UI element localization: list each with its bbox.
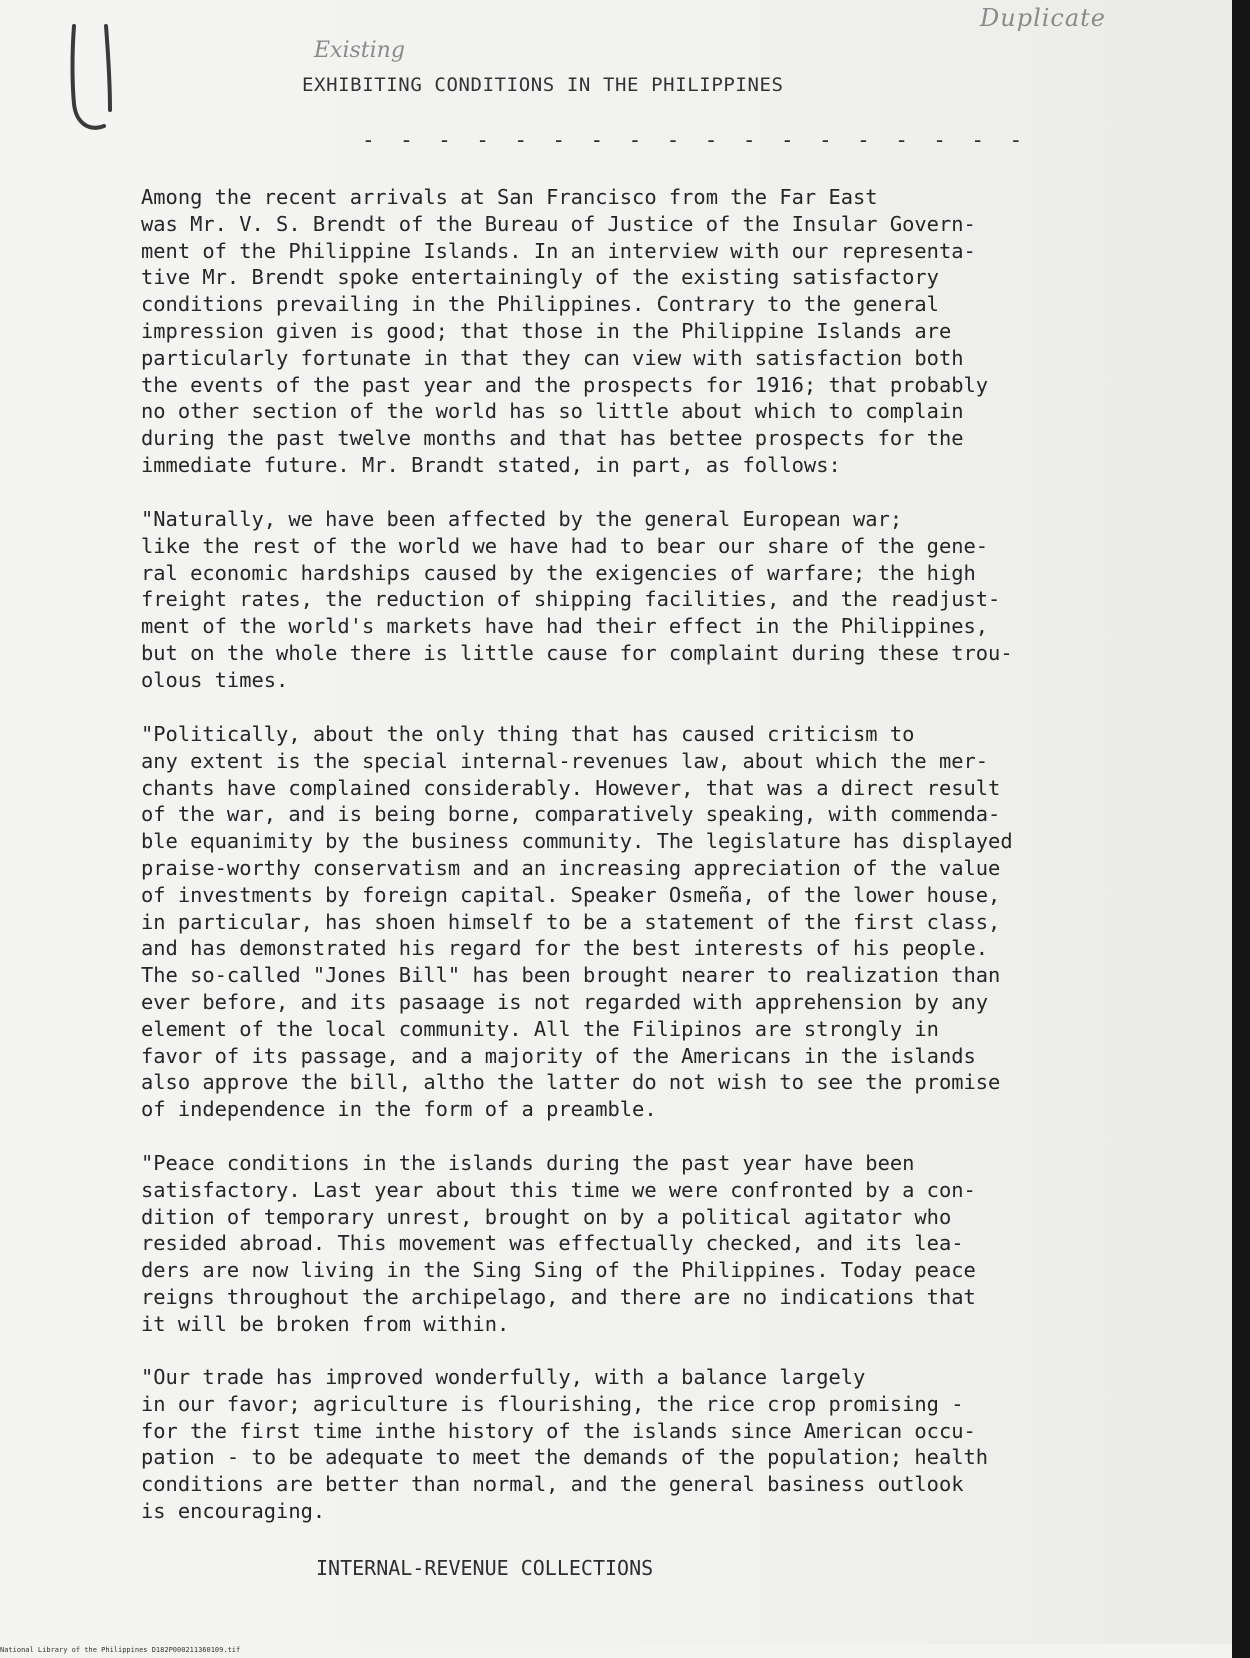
handwritten-existing-insertion: Existing bbox=[314, 38, 405, 63]
section-heading: INTERNAL-REVENUE COLLECTIONS bbox=[316, 1556, 654, 1580]
document-title: EXHIBITING CONDITIONS IN THE PHILIPPINES bbox=[302, 74, 784, 96]
handwritten-u-mark-icon bbox=[66, 22, 118, 134]
scan-source-note: National Library of the Philippines D182P000211360109.tif bbox=[0, 1646, 241, 1654]
paragraph-4: "Peace conditions in the islands during the past year have been satisfactory. Last year about this time we were confronted by a con- dition of temporary unrest, brought on by a political agitator who resided abroad. This movement was effectually checked, and its lea- ders are now living in the Sing Sing of the Philippines. Today peace reigns throughout the archipelago, and there are no indications that it will be broken from within. bbox=[141, 1151, 976, 1336]
paragraph-2: "Naturally, we have been affected by the general European war; like the rest of the world we have had to bear our share of the gene- ral economic hardships caused by the exigencies of warfare; the high freight rates, the reduction of shipping facilities, and the readjust- ment of the world's markets have had their effect in the Philippines, but on the whole there is little cause for complaint during these trou- olous times. bbox=[141, 507, 1013, 692]
paragraph-3: "Politically, about the only thing that has caused criticism to any extent is the special internal-revenues law, about which the mer- chants have complained considerably. However, that was a direct result of the war, and is being borne, comparatively speaking, with commenda- ble equanimity by the business community. The legislature has displayed praise-worthy conservatism and an increasing appreciation of the value of investments by foreign capital. Speaker Osmeña, of the lower house, in particular, has shoen himself to be a statement of the first class, and has demonstrated his regard for the best interests of his people. The so-called "Jones Bill" has been brought nearer to realization than ever before, and its pasaage is not regarded with apprehension by any element of the local community. All the Filipinos are strongly in favor of its passage, and a majority of the Americans in the islands also approve the bill, altho the latter do not wish to see the promise of independence in the form of a preamble. bbox=[141, 722, 1013, 1122]
scan-dark-edge bbox=[1232, 0, 1250, 1658]
paragraph-1: Among the recent arrivals at San Francisco from the Far East was Mr. V. S. Brendt of the Bureau of Justice of the Insular Govern- ment of the Philippine Islands. In an interview with our representa- tive Mr. Brendt spoke entertainingly of the existing satisfactory conditions prevailing in the Philippines. Contrary to the general impression given is good; that those in the Philippine Islands are particularly fortunate in that they can view with satisfaction both the events of the past year and the prospects for 1916; that probably no other section of the world has so little about which to complain during the past twelve months and that has bettee prospects for the immediate future. Mr. Brandt stated, in part, as follows: bbox=[141, 185, 989, 477]
paragraph-5: "Our trade has improved wonderfully, with a balance largely in our favor; agriculture is flourishing, the rice crop promising - for the first time inthe history of the islands since American occu- pation - to be adequate to meet the demands of the population; health conditions are better than normal, and the general basiness outlook is encouraging. bbox=[141, 1365, 989, 1523]
title-dashed-rule: - - - - - - - - - - - - - - - - - - bbox=[362, 128, 1029, 152]
handwritten-duplicate-annotation: Duplicate bbox=[980, 4, 1107, 32]
